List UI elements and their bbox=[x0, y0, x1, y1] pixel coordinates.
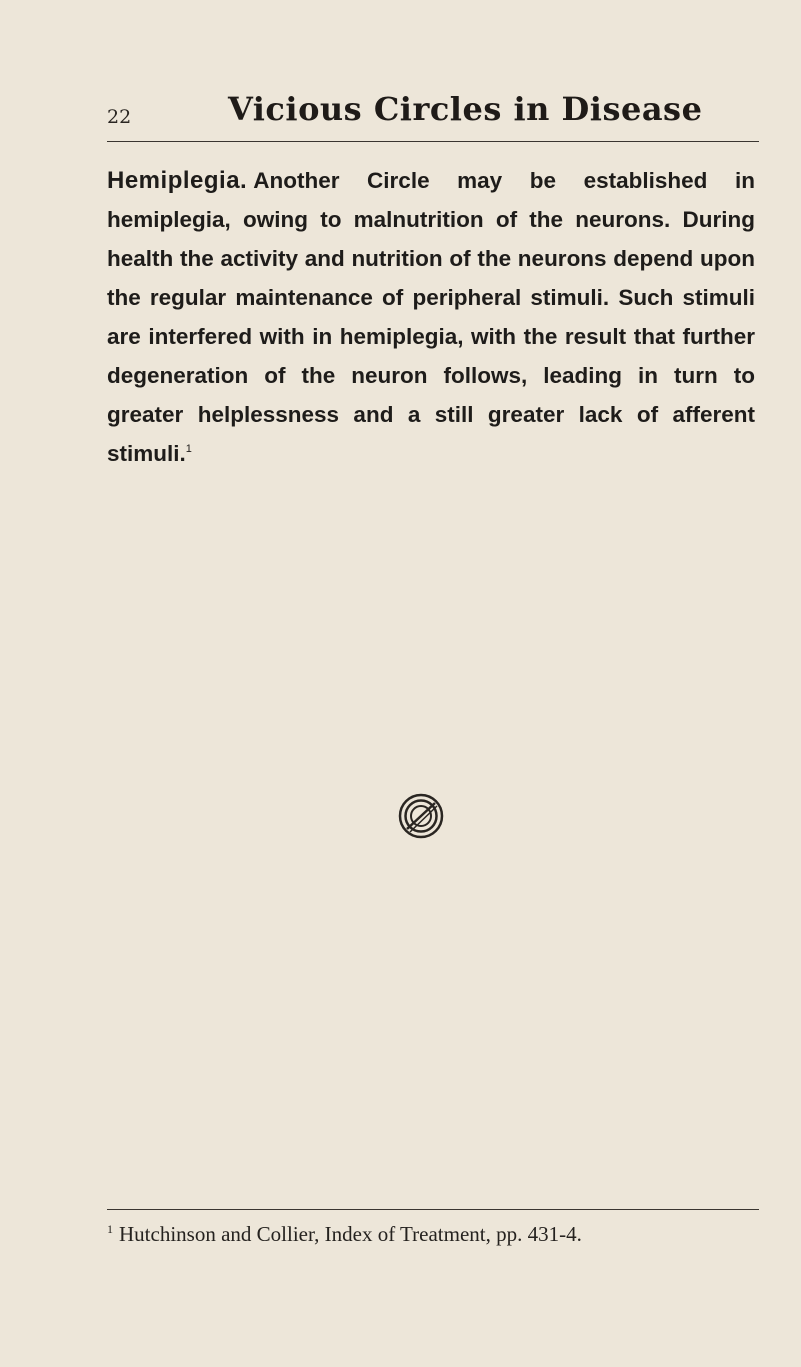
footnote-rule bbox=[107, 1209, 759, 1210]
header-rule bbox=[107, 141, 759, 142]
page-header bbox=[107, 88, 762, 144]
running-title: Vicious Circles in Disease bbox=[228, 90, 703, 128]
page-number: 22 bbox=[107, 106, 132, 128]
footnote-reference: 1 bbox=[185, 443, 192, 455]
footnote-text: Hutchinson and Collier, Index of Treatment, pp. 431-4. bbox=[119, 1222, 582, 1246]
section-lead-word: Hemiplegia. bbox=[107, 167, 248, 194]
library-stamp-icon bbox=[398, 793, 444, 839]
paragraph-text: Another Circle may be established in hemiplegia, owing to malnutrition of the neurons. During health the activity and nutrition of the neurons depend upon the regular maintenance of peripheral stimuli. Such stimuli are interfered with in hemiplegia, with the result that further degeneration of the neuron follows, leading in turn to greater helplessness and a still greater lack of afferent stimuli. bbox=[107, 168, 755, 466]
body-paragraph bbox=[107, 161, 755, 473]
footnote bbox=[107, 1222, 767, 1247]
footnote-marker: 1 bbox=[107, 1222, 113, 1236]
